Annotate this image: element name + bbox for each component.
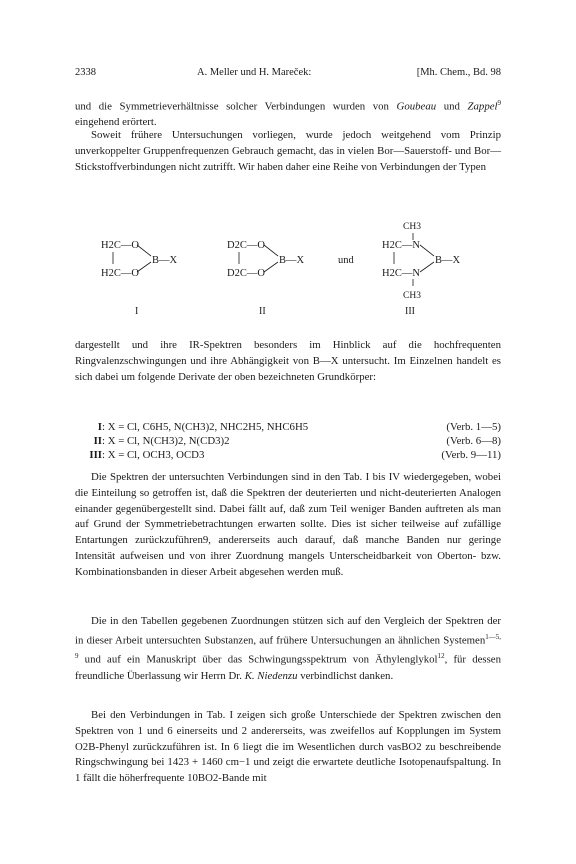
derivative-row [88,434,501,448]
s2-top: D2C—O [227,240,265,251]
und-text: und [338,255,354,266]
paragraph-2: Soweit frühere Untersuchungen vorliegen, wurde jedoch weitgehend vom Prinzip unverkoppelter Gruppenfrequenzen Gebrauch gemacht, das in vielen Bor—Sauerstoff- und Bor—Stickstoffverbindungen nicht zutrifft. Wir haben daher eine Reihe von Verbindungen der Typen [75,129,501,173]
derivative-label: I [97,421,102,433]
structure-I [101,240,178,317]
page-number: 2338 [75,67,96,78]
header-authors: A. Meller und H. Mareček: [197,67,312,78]
s1-label: I [135,306,139,317]
paragraph-6: Bei den Verbindungen in Tab. I zeigen sich große Unterschiede der Spektren zwischen den Spektren von 1 und 6 einerseits und 2 andererseits, was zweifellos auf Kopplungen im System O2B-Phenyl zurückzuführen ist. In 6 liegt die im Wesentlichen durch νasBO2 zu beschreibende Ringschwingung bei 1423 + 1460 cm−1 und zeigt die erwartete deutliche Isotopenaufspaltung. In 1 fällt die höherfrequente 10BO2-Bande mit [75,709,501,785]
derivative-formula: : X = Cl, C6H5, N(CH3)2, NHC2H5, NHC6H5 [102,421,309,433]
s3-bottom: H2C—N [382,268,420,279]
citation: 9 [497,99,502,107]
derivative-compounds: (Verb. 9—11) [441,449,501,461]
citation: 1—5, 9 [75,632,501,661]
person-name: K. Niedenzu [244,669,298,682]
s1-top: H2C—O [101,240,139,251]
paragraph-3: dargestellt und ihre IR-Spektren besonders im Hinblick auf die hochfrequenten Ringvalenzschwingungen und ihre Abhängigkeit von B—X untersucht. Im Einzelnen handelt es sich dabei um folgende Derivate der oben bezeichneten Grundkörper: [75,339,501,383]
structure-II [227,240,305,317]
structure-III [382,222,461,317]
author-name: Zappel [467,100,498,113]
s3-methyl-top: CH3 [403,222,421,232]
citation: 12 [437,652,445,661]
paragraph-1: und die Symmetrieverhältnisse solcher Verbindungen wurden von Goubeau und Zappel$^9$ eingehend erörtert. [75,99,502,129]
ring-structures-diagram [75,218,501,322]
s2-group: B—X [279,255,305,266]
s2-bottom: D2C—O [227,268,265,279]
s1-group: B—X [152,255,178,266]
running-header [75,66,501,80]
paragraph-5: Die in den Tabellen gegebenen Zuordnungen stützen sich auf den Vergleich der Spektren der in dieser Arbeit untersuchten Substanzen, auf frühere Untersuchungen an ähnlichen Systemen$^{1—5, 9}$ und auf ein Manuskript über das Schwingungsspektrum von Äthylenglykol$^{12}$, für dessen freundliche Überlassung wir Herrn Dr. K. Niedenzu verbindlichst danken. [75,615,501,682]
s3-label: III [405,306,415,317]
header-journal: [Mh. Chem., Bd. 98 [416,67,501,78]
s1-bottom: H2C—O [101,268,139,279]
author-name: Goubeau [396,100,437,113]
s3-group: B—X [435,255,461,266]
derivative-label: II [93,435,102,447]
s3-methyl-bottom: CH3 [403,291,421,301]
derivative-label: III [89,449,102,461]
paragraph-4: Die Spektren der untersuchten Verbindungen sind in den Tab. I bis IV wiedergegeben, wobei die Einteilung so getroffen ist, daß die Spektren der deuterierten und nicht-deuterierten Analogen einander gegenübergestellt sind. Dabei fällt auf, daß zum Teil weniger Banden auftreten als man auf Grund der Symmetriebetrachtungen erwarten sollte. Dies ist sicher teilweise auf zufällige Entartungen zurückzuführen9, andererseits auch darauf, daß manche Banden nur geringe Intensität aufweisen und von ihrer Zuordnung mangels Unterscheidbarkeit von Oberton- bzw. Kombinationsbanden in dieser Arbeit abgesehen werden muß. [75,471,501,578]
s3-top: H2C—N [382,240,420,251]
derivative-formula: : X = Cl, OCH3, OCD3 [102,449,205,461]
derivative-row [88,420,501,434]
derivative-formula: : X = Cl, N(CH3)2, N(CD3)2 [102,435,230,447]
derivative-compounds: (Verb. 1—5) [446,421,501,433]
derivative-list [88,420,501,462]
derivative-row [88,448,501,462]
derivative-compounds: (Verb. 6—8) [446,435,501,447]
s2-label: II [259,306,266,317]
